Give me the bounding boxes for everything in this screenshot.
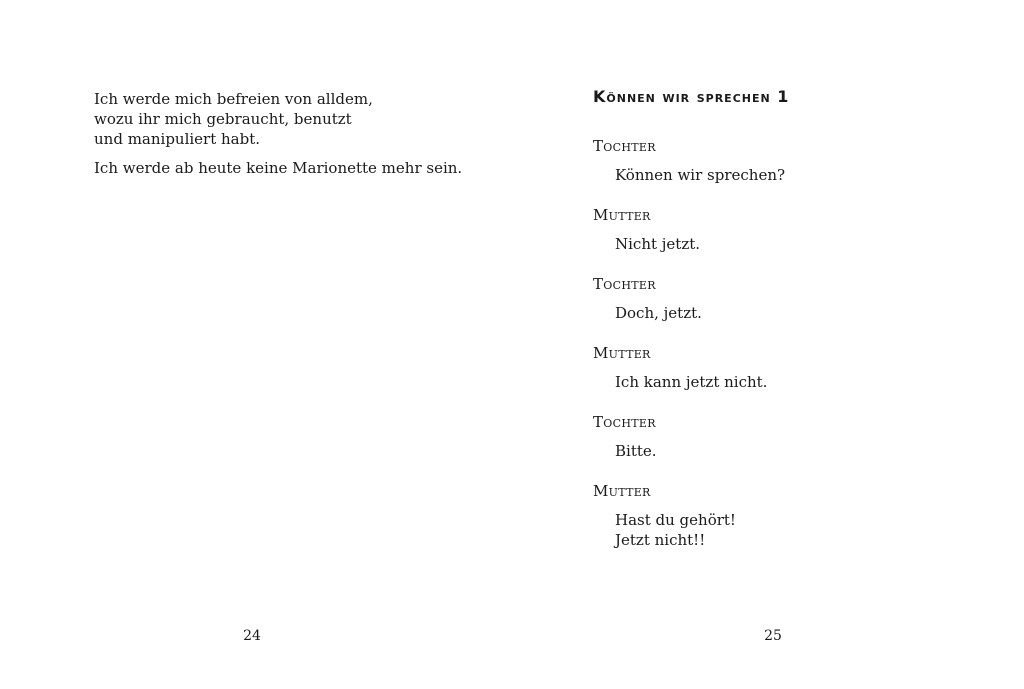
poem-paragraph: Ich werde mich befreien von alldem, wozu ihr mich gebraucht, benutzt und manipuliert habt. [94, 90, 373, 148]
spoken-line: Können wir sprechen? [615, 166, 786, 184]
spoken-line: Nicht jetzt. [615, 235, 701, 253]
speaker-name: Mutter [593, 206, 651, 224]
speaker-name: Tochter [593, 413, 656, 431]
right-page [512, 0, 1024, 689]
scene-title: Können wir sprechen 1 [593, 87, 790, 106]
dialogue-exchange [593, 205, 993, 274]
dialogue-exchange [593, 481, 993, 550]
dialogue-exchange [593, 343, 993, 412]
speaker-name: Mutter [593, 482, 651, 500]
spoken-line-part: Jetzt nicht!! [615, 531, 706, 549]
speaker-name: Tochter [593, 275, 656, 293]
page-number-right: 25 [764, 628, 782, 644]
dialogue-exchange [593, 412, 993, 481]
spoken-line: Doch, jetzt. [615, 304, 702, 322]
spoken-line: Ich kann jetzt nicht. [615, 373, 768, 391]
dialogue-exchange [593, 274, 993, 343]
speaker-name: Mutter [593, 344, 651, 362]
dialogue [593, 136, 993, 550]
spoken-line-part: Hast du gehört! [615, 511, 736, 529]
page-number-left: 24 [243, 628, 261, 644]
spoken-line [615, 510, 993, 550]
poem-text [94, 89, 494, 187]
speaker-name: Tochter [593, 137, 656, 155]
poem-paragraph: Ich werde ab heute keine Marionette mehr sein. [94, 159, 463, 177]
dialogue-exchange [593, 136, 993, 205]
spoken-line: Bitte. [615, 442, 657, 460]
